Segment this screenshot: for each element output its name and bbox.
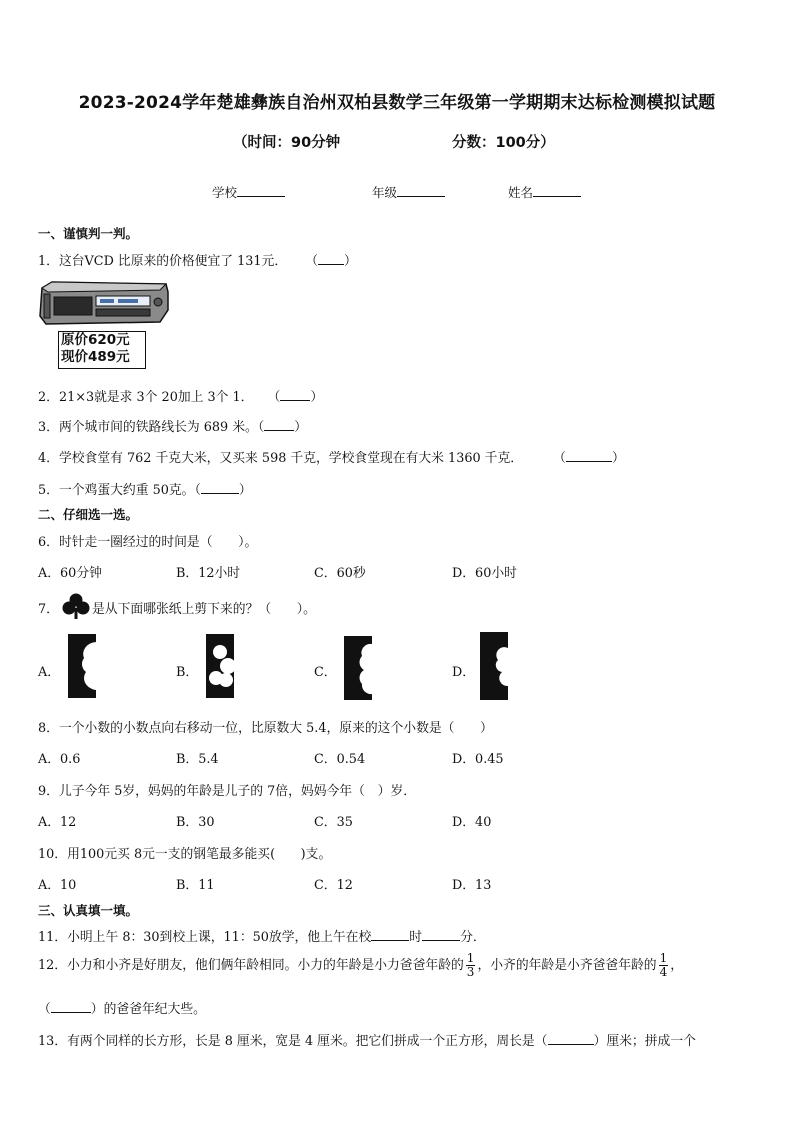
name-label: 姓名 (508, 185, 534, 200)
question-8: 8．一个小数的小数点向右移动一位，比原数大 5.4，原来的这个小数是（ ） (38, 721, 493, 736)
q9-option-c[interactable]: C．35 (314, 815, 353, 830)
q10-option-c[interactable]: C．12 (314, 878, 353, 893)
q10-option-d[interactable]: D．13 (452, 878, 492, 893)
paper-option-a-image[interactable] (66, 632, 100, 700)
q1-text: 1．这台VCD 比原来的价格便宜了 131元． (38, 254, 288, 269)
q7-text: 是从下面哪张纸上剪下来的？（ ）。 (92, 602, 316, 617)
q6-option-d[interactable]: D．60小时 (452, 566, 517, 581)
q10-option-a[interactable]: A．10 (38, 878, 77, 893)
q3-answer-blank[interactable] (264, 418, 294, 431)
question-4: 4．学校食堂有 762 千克大米，又买来 598 千克，学校食堂现在有大米 1360 千克． （ ） (38, 451, 625, 466)
fraction-one-third: $\frac{1}{3}$ (466, 951, 475, 979)
q6-option-c[interactable]: C．60秒 (314, 566, 366, 581)
q11-minutes-blank[interactable] (422, 928, 460, 941)
q9-option-a[interactable]: A．12 (38, 815, 77, 830)
question-1: 1．这台VCD 比原来的价格便宜了 131元． （ ） (38, 254, 357, 269)
question-12-line2: （ ）的爸爸年纪大些。 (38, 1002, 206, 1017)
page-title: 2023-2024学年楚雄彝族自治州双柏县数学三年级第一学期期末达标检测模拟试题 (78, 93, 716, 113)
exam-time: （时间：90分钟 (233, 135, 341, 151)
q2-answer-blank[interactable] (280, 388, 310, 401)
grade-label: 年级 (372, 185, 398, 200)
question-2: 2．21×3就是求 3个 20加上 3个 1． （ ） (38, 390, 324, 405)
q6-option-b[interactable]: B．12小时 (176, 566, 241, 581)
clover-icon (62, 592, 90, 620)
question-5: 5．一个鸡蛋大约重 50克。（ ） (38, 483, 252, 498)
q7-option-c-label[interactable]: C． (314, 665, 337, 680)
q9-option-b[interactable]: B．30 (176, 815, 215, 830)
q10-option-b[interactable]: B．11 (176, 878, 215, 893)
current-price: 现价489元 (61, 349, 130, 365)
grade-blank[interactable] (397, 184, 445, 197)
q8-option-d[interactable]: D．0.45 (452, 752, 504, 767)
q1-answer-blank[interactable] (318, 252, 344, 265)
q6-option-a[interactable]: A．60分钟 (38, 566, 102, 581)
price-tag (58, 331, 146, 369)
q4-answer-blank[interactable] (566, 449, 612, 462)
school-field (212, 183, 285, 201)
school-label: 学校 (212, 185, 238, 200)
q3-text: 3．两个城市间的铁路线长为 689 米。 (38, 420, 258, 435)
question-10: 10．用100元买 8元一支的钢笔最多能买( )支。 (38, 847, 332, 862)
fraction-one-fourth: $\frac{1}{4}$ (659, 951, 668, 979)
paper-option-c-image[interactable] (340, 632, 376, 702)
q5-text: 5．一个鸡蛋大约重 50克。 (38, 483, 195, 498)
original-price: 原价620元 (61, 332, 130, 348)
q8-option-a[interactable]: A．0.6 (38, 752, 81, 767)
question-3: 3．两个城市间的铁路线长为 689 米。（ ） (38, 420, 308, 435)
section-3-heading: 三、认真填一填。 (38, 903, 139, 918)
section-2-heading: 二、仔细选一选。 (38, 507, 139, 522)
question-6: 6．时针走一圈经过的时间是（ ）。 (38, 535, 258, 550)
grade-field (372, 183, 445, 201)
q7-option-b-label[interactable]: B． (176, 665, 199, 680)
school-blank[interactable] (237, 184, 285, 197)
paper-option-d-image[interactable] (476, 630, 512, 702)
q11-hours-blank[interactable] (371, 928, 409, 941)
q9-option-d[interactable]: D．40 (452, 815, 492, 830)
question-13: 13．有两个同样的长方形，长是 8 厘米，宽是 4 厘米。把它们拼成一个正方形，周长是（ ）厘米；拼成一个 (38, 1034, 696, 1049)
question-11: 11．小明上午 8：30到校上课，11：50放学，他上午在校 时 分． (38, 930, 486, 945)
q13-answer-blank[interactable] (548, 1032, 594, 1045)
question-12: 12．小力和小齐是好朋友，他们俩年龄相同。小力的年龄是小力爸爸年龄的 $\frac{1}{3}$ ，小齐的年龄是小齐爸爸年龄的 $\frac{1}{4}$ ， (38, 951, 684, 979)
exam-score: 分数：100分） (452, 135, 555, 151)
q4-text: 4．学校食堂有 762 千克大米，又买来 598 千克，学校食堂现在有大米 1360 千克． (38, 451, 524, 466)
q7-option-a-label[interactable]: A． (38, 665, 61, 680)
q2-text: 2．21×3就是求 3个 20加上 3个 1． (38, 390, 254, 405)
name-field (508, 183, 581, 201)
q5-answer-blank[interactable] (201, 481, 239, 494)
paper-option-b-image[interactable] (204, 632, 238, 700)
q12-answer-blank[interactable] (51, 1000, 91, 1013)
section-1-heading: 一、谨慎判一判。 (38, 226, 139, 241)
q7-number: 7． (38, 602, 59, 617)
vcd-player-image (38, 280, 170, 326)
q8-option-b[interactable]: B．5.4 (176, 752, 219, 767)
name-blank[interactable] (533, 184, 581, 197)
q8-option-c[interactable]: C．0.54 (314, 752, 366, 767)
q7-option-d-label[interactable]: D． (452, 665, 476, 680)
question-9: 9．儿子今年 5岁，妈妈的年龄是儿子的 7倍，妈妈今年（ ）岁． (38, 784, 417, 799)
